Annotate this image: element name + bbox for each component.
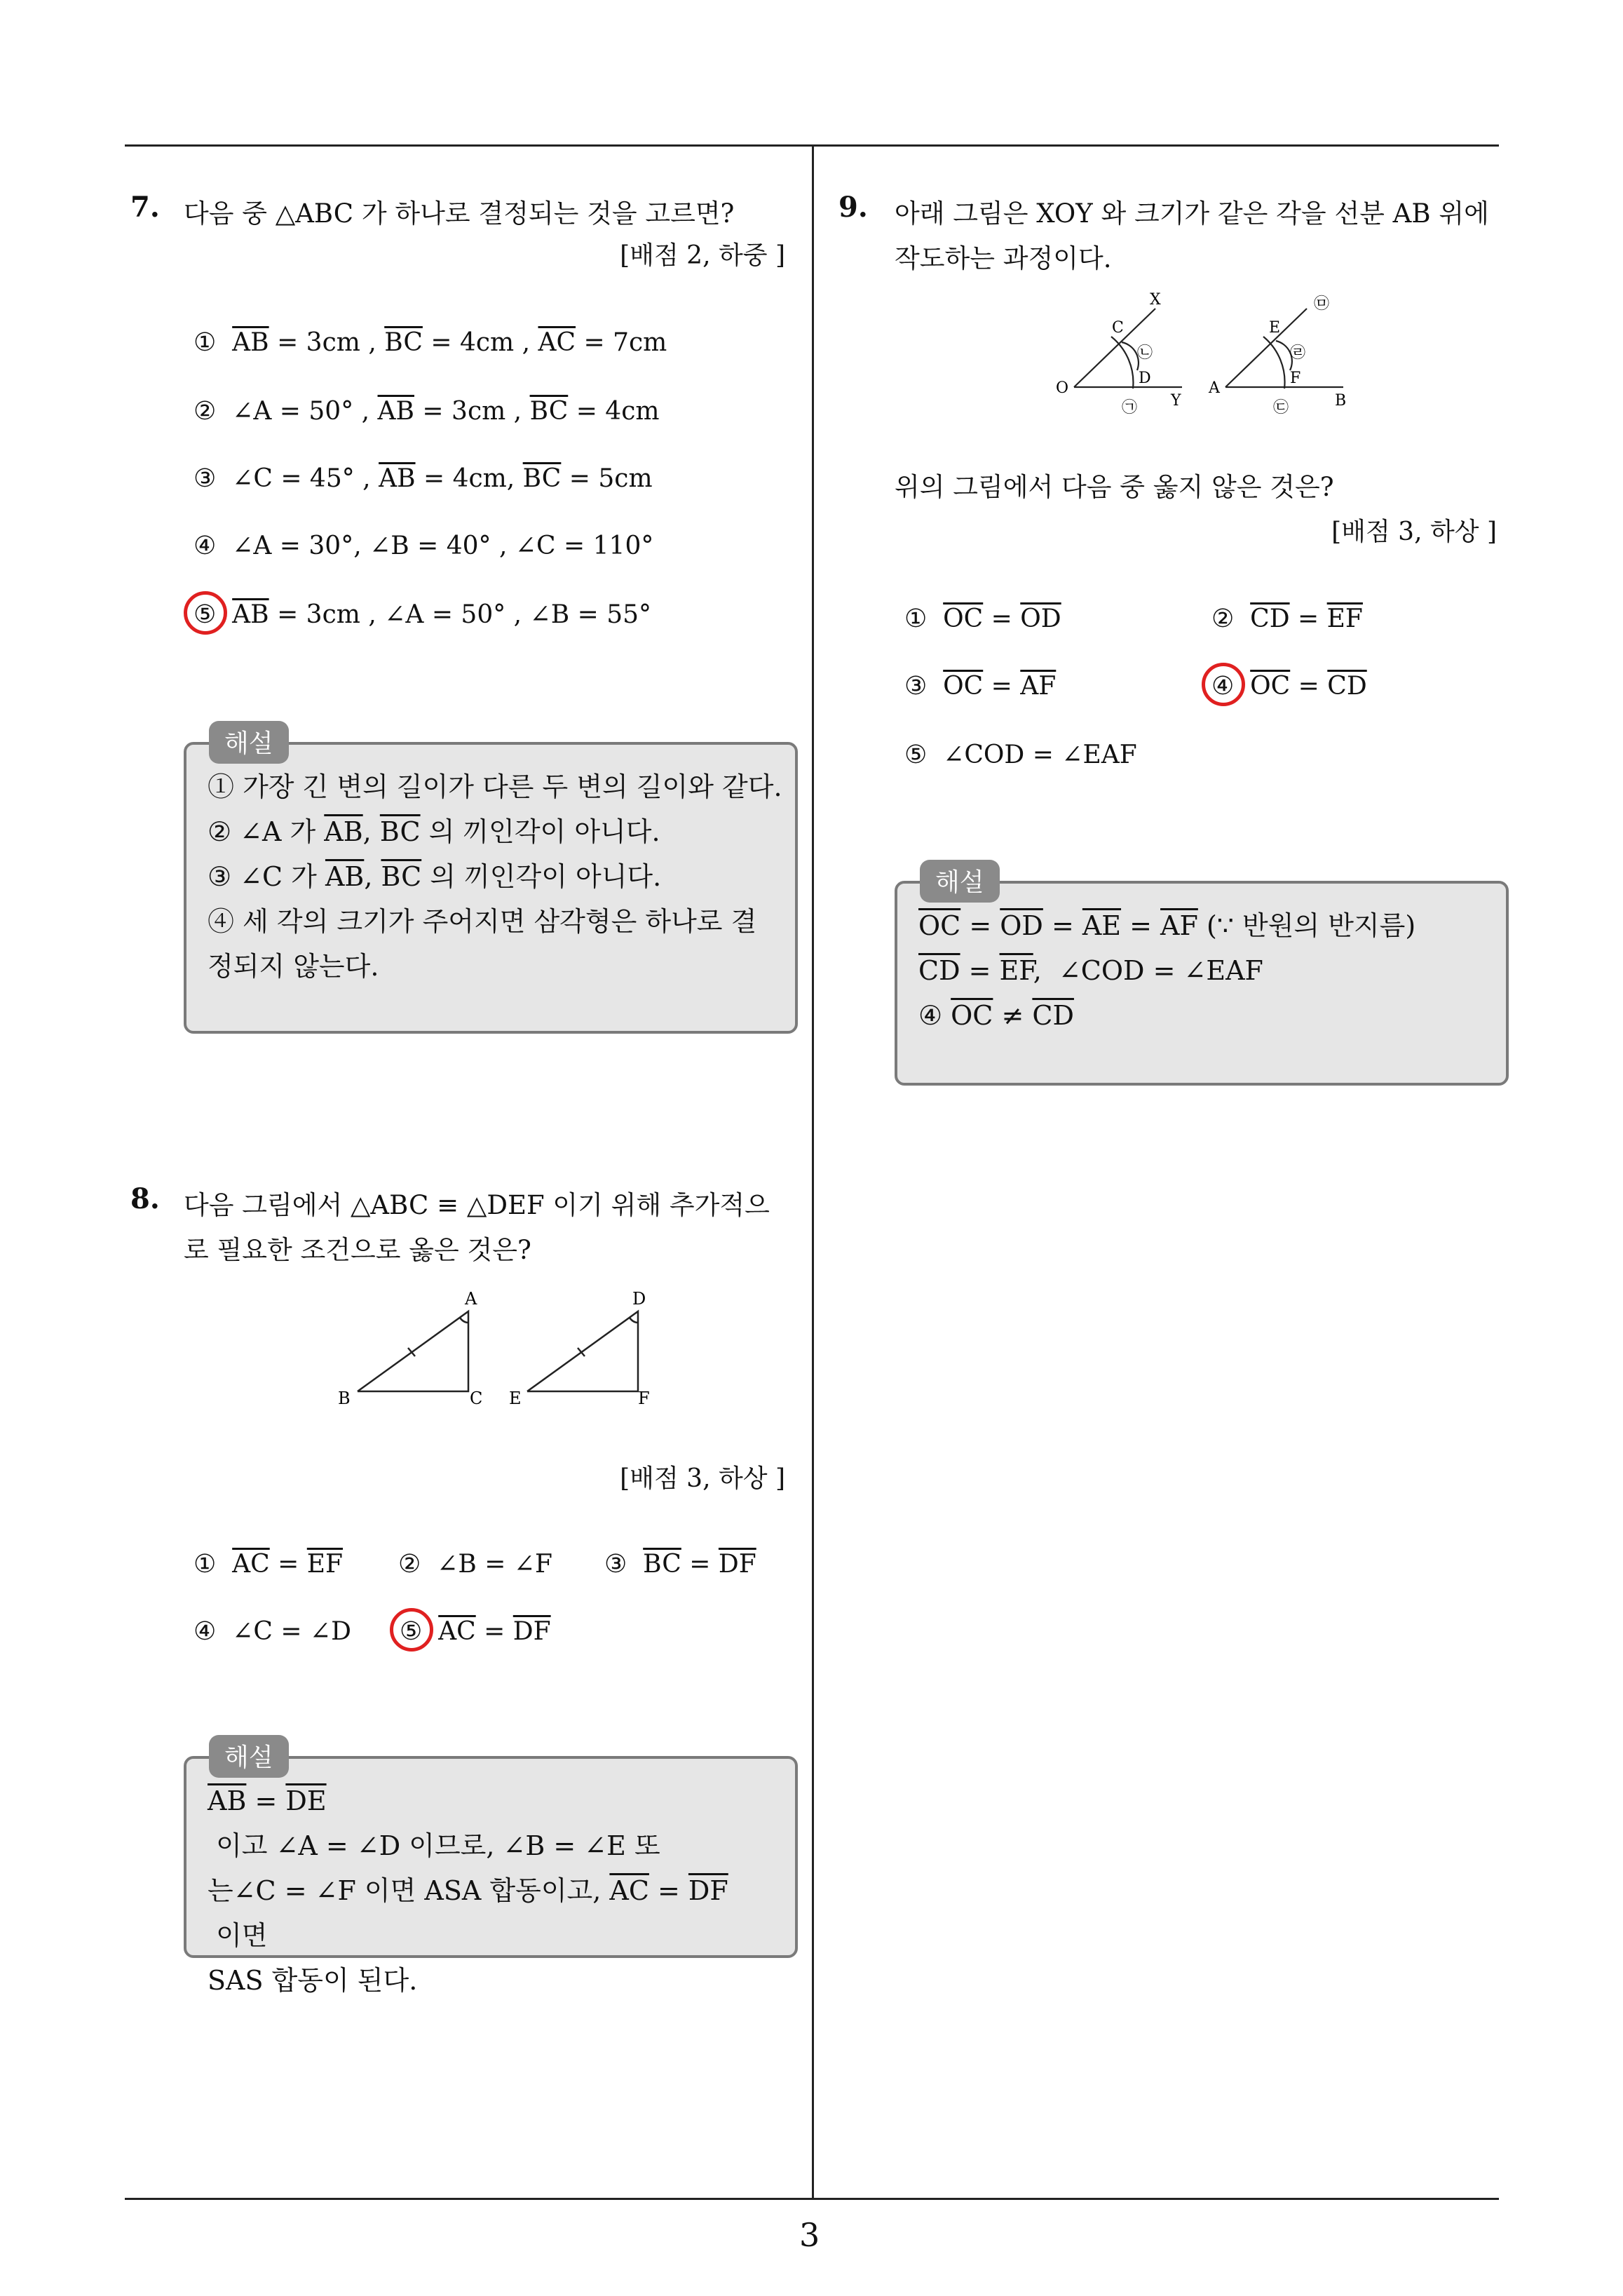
- segment-name: $\overline{CD}$: [918, 955, 960, 986]
- step-mark-2: ㉡: [1137, 344, 1153, 362]
- text-segment: =: [1289, 605, 1327, 633]
- angle-mark-d: [630, 1318, 638, 1323]
- text-segment: = 3cm , ∠A = 50° , ∠B = 55°: [269, 600, 652, 629]
- segment-name: $\overline{AB}$: [232, 600, 269, 629]
- choice-2[interactable]: [398, 1550, 552, 1579]
- segment-name: $\overline{AC}$: [232, 1550, 270, 1579]
- segment-name: $\overline{EF}$: [1326, 605, 1363, 633]
- explanation-line: [208, 1868, 774, 1958]
- question-text-line1: 다음 그림에서 △ABC ≡ △DEF 이기 위해 추가적으: [184, 1190, 770, 1220]
- text-segment: ④: [918, 1000, 951, 1031]
- explanation-line: [918, 903, 1485, 948]
- choice-mark: ①: [193, 1550, 233, 1579]
- choice-mark: ①: [904, 605, 944, 633]
- text-segment: = 5cm: [561, 464, 653, 493]
- segment-name: $\overline{OD}$: [1000, 910, 1043, 941]
- text-segment: =: [648, 1875, 688, 1906]
- text-segment: ,: [364, 861, 381, 892]
- text-segment: = 4cm,: [415, 464, 523, 493]
- label-e: E: [509, 1389, 522, 1408]
- segment-name: $\overline{BC}$: [379, 816, 421, 847]
- text-segment: =: [1121, 910, 1161, 941]
- explanation-line: [208, 1958, 774, 2003]
- choice-mark: ③: [193, 464, 233, 493]
- segment-name: $\overline{AE}$: [1082, 910, 1122, 941]
- text-segment: ∠A = 30°, ∠B = 40° , ∠C = 110°: [232, 532, 654, 560]
- label-d: D: [632, 1289, 646, 1309]
- text-segment: ④ 세 각의 크기가 주어지면 삼각형은 하나로 결: [208, 906, 757, 937]
- text-segment: ∠A = 50° ,: [232, 397, 378, 426]
- arc-1: [1111, 337, 1133, 389]
- text-segment: SAS 합동이 된다.: [208, 1965, 418, 1996]
- text-segment: ∠C = ∠D: [232, 1617, 351, 1646]
- choice-1[interactable]: [193, 328, 667, 357]
- choice-mark: ⑤: [400, 1617, 439, 1646]
- step-mark-1: ㉠: [1122, 399, 1138, 417]
- text-segment: ∠B = ∠F: [437, 1550, 552, 1579]
- question-text-line2: 로 필요한 조건으로 옳은 것은?: [184, 1235, 531, 1265]
- segment-name: $\overline{OD}$: [1020, 605, 1061, 633]
- text-segment: 이면: [208, 1920, 268, 1951]
- label-x: X: [1150, 291, 1161, 309]
- score-label: [배점 3, 하상 ]: [620, 1464, 785, 1493]
- explanation-tab: 해설: [209, 721, 289, 764]
- label-y: Y: [1171, 392, 1181, 410]
- question-text-line2: 작도하는 과정이다.: [895, 243, 1112, 274]
- label-c: C: [1112, 319, 1124, 337]
- text-segment: = 4cm: [568, 397, 660, 426]
- text-segment: ③ ∠C 가: [208, 861, 325, 892]
- arc-3: [1263, 337, 1285, 389]
- explanation-box: [895, 881, 1509, 1086]
- answer-circle: [1202, 663, 1245, 706]
- segment-name: $\overline{BC}$: [522, 464, 562, 493]
- text-segment: =: [960, 910, 1000, 941]
- segment-name: $\overline{AB}$: [232, 328, 269, 357]
- choice-4[interactable]: [193, 532, 653, 560]
- step-mark-4: ㉣: [1290, 344, 1306, 362]
- segment-name: $\overline{DF}$: [512, 1617, 551, 1646]
- triangle-abc: [358, 1311, 468, 1391]
- score-label: [배점 2, 하중 ]: [620, 241, 785, 270]
- step-mark-3: ㉢: [1273, 399, 1289, 417]
- segment-name: $\overline{BC}$: [643, 1550, 681, 1579]
- segment-name: $\overline{AC}$: [438, 1617, 476, 1646]
- explanation-line: [208, 764, 782, 809]
- label-o: O: [1056, 379, 1069, 397]
- choice-3[interactable]: [193, 464, 653, 493]
- choice-mark: ⑤: [193, 600, 233, 629]
- segment-name: $\overline{AB}$: [208, 1785, 247, 1816]
- choice-mark: ①: [193, 328, 233, 357]
- segment-name: $\overline{AC}$: [538, 328, 576, 357]
- label-a: A: [1209, 379, 1220, 397]
- segment-name: $\overline{OC}$: [1250, 672, 1291, 701]
- segment-name: $\overline{DF}$: [718, 1550, 756, 1579]
- text-segment: ∠COD = ∠EAF: [943, 741, 1137, 769]
- triangle-def: [527, 1311, 638, 1391]
- choice-1[interactable]: [193, 1550, 343, 1579]
- segment-name: $\overline{AF}$: [1020, 672, 1057, 701]
- bottom-rule: [125, 2198, 1499, 2200]
- choice-3[interactable]: [904, 672, 1056, 701]
- choice-5[interactable]: [193, 600, 651, 629]
- choice-mark: ③: [604, 1550, 644, 1579]
- segment-name: $\overline{OC}$: [951, 1000, 993, 1031]
- segment-name: $\overline{EF}$: [999, 955, 1033, 986]
- choice-mark: ④: [1211, 672, 1251, 701]
- segment-name: $\overline{CD}$: [1032, 1000, 1074, 1031]
- text-segment: =: [269, 1550, 307, 1579]
- answer-circle: [390, 1608, 433, 1652]
- segment-name: $\overline{BC}$: [384, 328, 423, 357]
- triangle-figure: [322, 1283, 673, 1417]
- text-segment: = 3cm ,: [414, 397, 530, 426]
- segment-name: $\overline{DF}$: [688, 1875, 728, 1906]
- sub-question: 위의 그림에서 다음 중 옳지 않은 것은?: [895, 472, 1334, 502]
- label-d: D: [1139, 370, 1151, 387]
- question-text: 다음 중 △ABC 가 하나로 결정되는 것을 고르면?: [184, 198, 735, 229]
- segment-name: $\overline{AB}$: [324, 816, 363, 847]
- column-divider: [812, 144, 814, 2199]
- explanation-tab: 해설: [920, 860, 1000, 903]
- explanation-tab: 해설: [209, 1735, 289, 1778]
- text-segment: , ∠COD = ∠EAF: [1033, 955, 1263, 986]
- text-segment: =: [983, 605, 1021, 633]
- text-segment: 의 끼인각이 아니다.: [420, 816, 660, 847]
- segment-name: $\overline{BC}$: [381, 861, 422, 892]
- question-text-line1: 아래 그림은 XOY 와 크기가 같은 각을 선분 AB 위에: [895, 198, 1489, 229]
- explanation-box: [184, 1756, 798, 1996]
- text-segment: =: [681, 1550, 719, 1579]
- segment-name: $\overline{CD}$: [1250, 605, 1290, 633]
- score-label: [배점 3, 하상 ]: [1331, 518, 1497, 546]
- explanation-line: [918, 948, 1485, 993]
- label-a: A: [465, 1289, 477, 1309]
- text-segment: =: [246, 1785, 286, 1816]
- text-segment: = 4cm ,: [422, 328, 538, 357]
- label-f: F: [1290, 370, 1301, 387]
- choice-mark: ⑤: [904, 741, 944, 769]
- text-segment: = 7cm: [576, 328, 667, 357]
- text-segment: (∵ 반원의 반지름): [1197, 910, 1416, 941]
- segment-name: $\overline{AB}$: [377, 397, 414, 426]
- explanation-line: [208, 1778, 774, 1868]
- text-segment: = 3cm ,: [269, 328, 385, 357]
- text-segment: ,: [362, 816, 380, 847]
- segment-name: $\overline{BC}$: [529, 397, 569, 426]
- segment-name: $\overline{AF}$: [1160, 910, 1198, 941]
- explanation-line: [918, 993, 1485, 1038]
- construction-figure: [1045, 288, 1353, 421]
- question-number: 9.: [838, 191, 868, 224]
- choice-mark: ②: [193, 397, 233, 426]
- text-segment: ∠C = 45° ,: [232, 464, 379, 493]
- segment-name: $\overline{AB}$: [379, 464, 416, 493]
- page-number: 3: [799, 2216, 820, 2254]
- text-segment: 이고 ∠A = ∠D 이므로, ∠B = ∠E 또: [208, 1830, 660, 1861]
- segment-name: $\overline{DE}$: [285, 1785, 327, 1816]
- text-segment: =: [1043, 910, 1082, 941]
- text-segment: =: [1290, 672, 1328, 701]
- segment-name: $\overline{OC}$: [943, 605, 984, 633]
- question-number: 7.: [130, 191, 160, 224]
- text-segment: 의 끼인각이 아니다.: [421, 861, 662, 892]
- label-b: B: [338, 1389, 351, 1408]
- explanation-box: [184, 742, 798, 1034]
- segment-name: $\overline{EF}$: [306, 1550, 344, 1579]
- answer-circle: [184, 591, 227, 635]
- angle-mark-a: [460, 1318, 468, 1323]
- choice-5[interactable]: [904, 741, 1137, 769]
- question-number: 8.: [130, 1182, 160, 1215]
- text-segment: 는∠C = ∠F 이면 ASA 합동이고,: [208, 1875, 610, 1906]
- text-segment: =: [983, 672, 1021, 701]
- label-e: E: [1269, 319, 1281, 337]
- choice-mark: ④: [193, 1617, 233, 1646]
- choice-2[interactable]: [1211, 605, 1363, 633]
- text-segment: =: [475, 1617, 513, 1646]
- choice-4[interactable]: [193, 1617, 351, 1646]
- choice-mark: ④: [193, 532, 233, 560]
- segment-name: $\overline{OC}$: [943, 672, 984, 701]
- label-c: C: [470, 1389, 483, 1408]
- explanation-line: [208, 809, 774, 854]
- choice-3[interactable]: [604, 1550, 756, 1579]
- choice-mark: ②: [1211, 605, 1251, 633]
- label-f: F: [638, 1389, 650, 1408]
- explanation-line: [208, 854, 774, 899]
- segment-name: $\overline{AB}$: [325, 861, 365, 892]
- text-segment: 정되지 않는다.: [208, 951, 379, 982]
- text-segment: ① 가장 긴 변의 길이가 다른 두 변의 길이와 같다.: [208, 771, 782, 802]
- segment-name: $\overline{CD}$: [1327, 672, 1367, 701]
- explanation-line: [208, 899, 774, 944]
- step-mark-5: ㉤: [1314, 295, 1330, 313]
- text-segment: ≠: [993, 1000, 1033, 1031]
- segment-name: $\overline{OC}$: [918, 910, 961, 941]
- text-segment: ② ∠A 가: [208, 816, 325, 847]
- segment-name: $\overline{AC}$: [609, 1875, 649, 1906]
- choice-mark: ②: [398, 1550, 437, 1579]
- choice-2[interactable]: [193, 397, 660, 426]
- explanation-line: [208, 944, 774, 989]
- choice-1[interactable]: [904, 605, 1061, 633]
- text-segment: =: [960, 955, 1000, 986]
- label-b: B: [1335, 392, 1347, 410]
- choice-mark: ③: [904, 672, 944, 701]
